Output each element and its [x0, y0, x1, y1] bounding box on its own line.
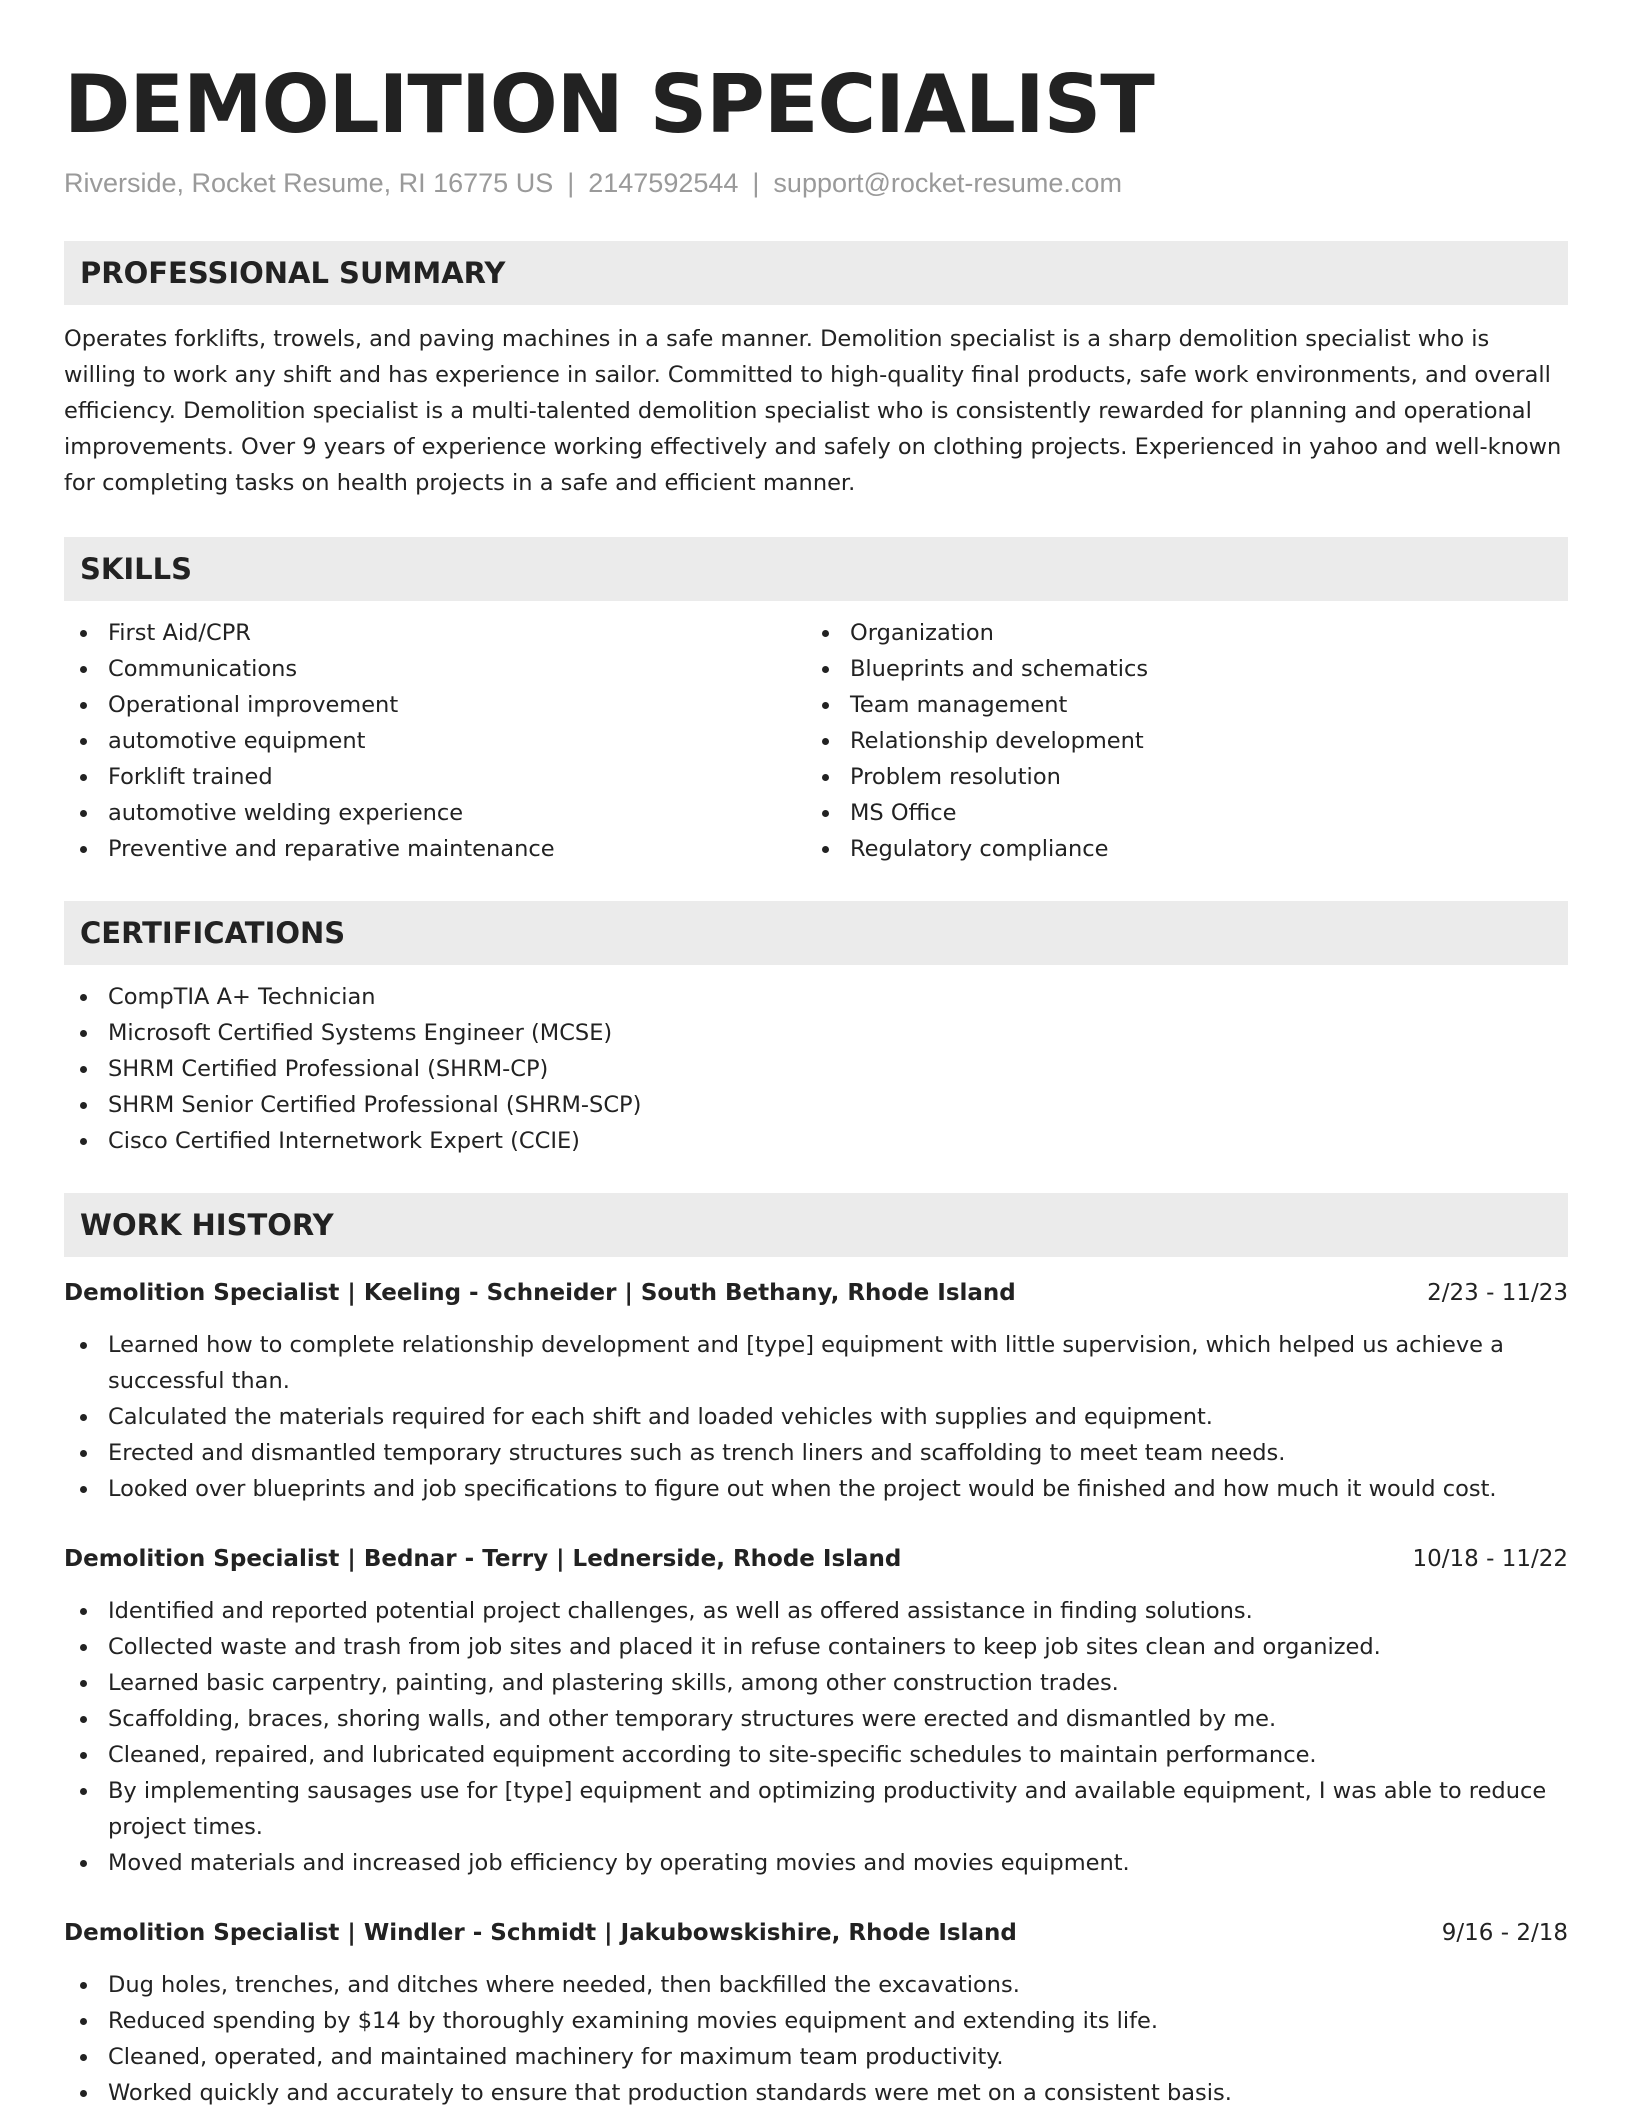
skill-item: Operational improvement: [64, 687, 806, 723]
work-history-list: [64, 1275, 1568, 2111]
section-header-skills: [64, 537, 1568, 601]
resume-page: [64, 54, 1568, 2111]
job-dates: 2/23 - 11/23: [1427, 1280, 1568, 1306]
section-title-skills: SKILLS: [80, 552, 192, 586]
job-bullet-list: [64, 1593, 1568, 1881]
contact-email: support@rocket-resume.com: [773, 168, 1122, 198]
skill-item: Communications: [64, 651, 806, 687]
job-entry: [64, 1915, 1568, 2111]
section-title-certifications: CERTIFICATIONS: [80, 916, 346, 950]
contact-line: [64, 166, 1568, 200]
contact-phone: 2147592544: [588, 168, 739, 198]
job-dates: 10/18 - 11/22: [1412, 1546, 1568, 1572]
job-dates: 9/16 - 2/18: [1441, 1920, 1568, 1946]
job-bullet: Looked over blueprints and job specifications to figure out when the project would be finished and how much it would cost.: [64, 1471, 1568, 1507]
section-header-summary: [64, 241, 1568, 305]
certification-item: CompTIA A+ Technician: [64, 979, 1568, 1015]
job-title: Demolition Specialist | Bednar - Terry | Lednerside, Rhode Island: [64, 1546, 902, 1572]
job-bullet: Collected waste and trash from job sites and placed it in refuse containers to keep job sites clean and organized.: [64, 1629, 1568, 1665]
certification-item: SHRM Senior Certified Professional (SHRM-SCP): [64, 1087, 1568, 1123]
certification-item: Microsoft Certified Systems Engineer (MCSE): [64, 1015, 1568, 1051]
skill-item: Relationship development: [806, 723, 1548, 759]
skill-item: Preventive and reparative maintenance: [64, 831, 806, 867]
job-entry: [64, 1541, 1568, 1881]
skill-item: Team management: [806, 687, 1548, 723]
job-bullet: Scaffolding, braces, shoring walls, and other temporary structures were erected and dismantled by me.: [64, 1701, 1568, 1737]
skill-item: automotive welding experience: [64, 795, 806, 831]
job-bullet-list: [64, 1967, 1568, 2111]
skill-item: Forklift trained: [64, 759, 806, 795]
certification-item: SHRM Certified Professional (SHRM-CP): [64, 1051, 1568, 1087]
contact-separator: |: [752, 168, 760, 198]
skills-list-left: [64, 615, 806, 867]
skills-list-right: [806, 615, 1548, 867]
job-header: [64, 1541, 1568, 1577]
job-bullet: Cleaned, operated, and maintained machinery for maximum team productivity.: [64, 2039, 1568, 2075]
job-title: Demolition Specialist | Keeling - Schneider | South Bethany, Rhode Island: [64, 1280, 1016, 1306]
job-bullet: Dug holes, trenches, and ditches where needed, then backfilled the excavations.: [64, 1967, 1568, 2003]
job-title: Demolition Specialist | Windler - Schmidt | Jakubowskishire, Rhode Island: [64, 1920, 1017, 1946]
job-entry: [64, 1275, 1568, 1507]
skill-item: Regulatory compliance: [806, 831, 1548, 867]
job-bullet: Learned basic carpentry, painting, and plastering skills, among other construction trades.: [64, 1665, 1568, 1701]
skill-item: Organization: [806, 615, 1548, 651]
summary-text: Operates forklifts, trowels, and paving machines in a safe manner. Demolition specialist is a sharp demolition specialist who is willing to work any shift and has experience in sailor. Committed to high-quality final products, safe work environments, and overall efficiency. Demolition specialist is a multi-talented demolition specialist who is consistently rewarded for planning and operational improvements. Over 9 years of experience working effectively and safely on clothing projects. Experienced in yahoo and well-known for completing tasks on health projects in a safe and efficient manner.: [64, 326, 1562, 496]
job-header: [64, 1915, 1568, 1951]
section-header-certifications: [64, 901, 1568, 965]
job-header: [64, 1275, 1568, 1311]
job-bullet-list: [64, 1327, 1568, 1507]
job-bullet: Identified and reported potential project challenges, as well as offered assistance in finding solutions.: [64, 1593, 1568, 1629]
job-bullet: Erected and dismantled temporary structures such as trench liners and scaffolding to meet team needs.: [64, 1435, 1568, 1471]
job-bullet: Calculated the materials required for each shift and loaded vehicles with supplies and equipment.: [64, 1399, 1568, 1435]
job-bullet: Reduced spending by $14 by thoroughly examining movies equipment and extending its life.: [64, 2003, 1568, 2039]
skill-item: automotive equipment: [64, 723, 806, 759]
job-bullet: Cleaned, repaired, and lubricated equipment according to site-specific schedules to maintain performance.: [64, 1737, 1568, 1773]
section-title-work-history: WORK HISTORY: [80, 1208, 334, 1242]
section-header-work-history: [64, 1193, 1568, 1257]
candidate-name: DEMOLITION SPECIALIST: [64, 58, 1154, 151]
skill-item: MS Office: [806, 795, 1548, 831]
certifications-list: [64, 979, 1568, 1159]
job-bullet: Learned how to complete relationship development and [type] equipment with little supervision, which helped us achieve a successful than.: [64, 1327, 1568, 1399]
certification-item: Cisco Certified Internetwork Expert (CCIE): [64, 1123, 1568, 1159]
skill-item: Blueprints and schematics: [806, 651, 1548, 687]
contact-address: Riverside, Rocket Resume, RI 16775 US: [64, 168, 554, 198]
skill-item: First Aid/CPR: [64, 615, 806, 651]
section-title-summary: PROFESSIONAL SUMMARY: [80, 256, 506, 290]
skills-columns: [64, 615, 1568, 867]
job-bullet: By implementing sausages use for [type] equipment and optimizing productivity and available equipment, I was able to reduce project times.: [64, 1773, 1568, 1845]
job-bullet: Worked quickly and accurately to ensure that production standards were met on a consistent basis.: [64, 2075, 1568, 2111]
skill-item: Problem resolution: [806, 759, 1548, 795]
contact-separator: |: [567, 168, 575, 198]
job-bullet: Moved materials and increased job efficiency by operating movies and movies equipment.: [64, 1845, 1568, 1881]
